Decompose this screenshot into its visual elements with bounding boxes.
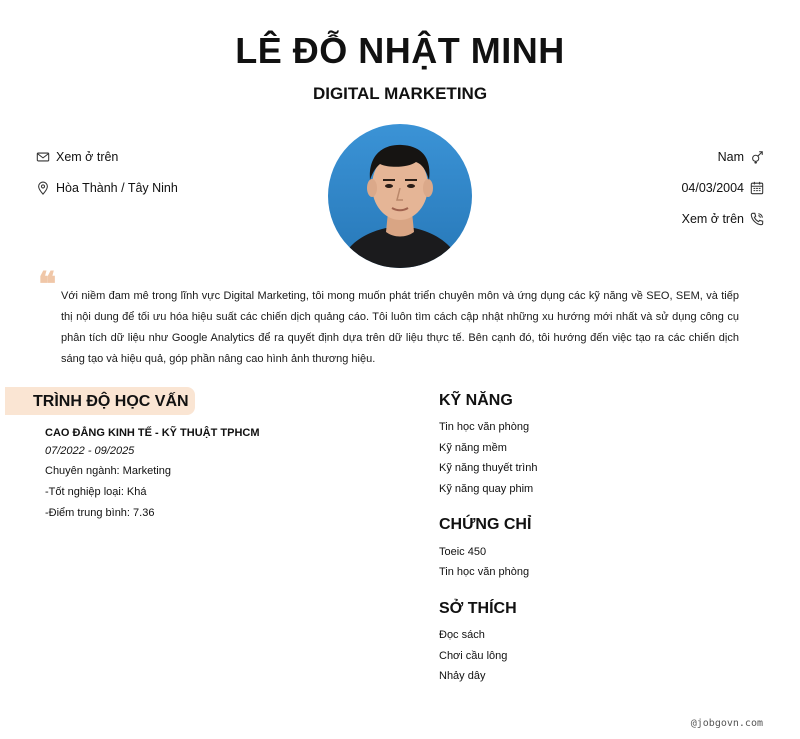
contact-email-value: Xem ở trên [56, 150, 119, 164]
education-grade: -Tốt nghiệp loại: Khá [45, 486, 147, 498]
contact-location-value: Hòa Thành / Tây Ninh [56, 181, 178, 195]
education-major: Chuyên ngành: Marketing [45, 465, 171, 477]
quote-icon: ❝ [38, 265, 57, 305]
hobbies-heading: SỞ THÍCH [439, 600, 517, 617]
skill-item: Kỹ năng thuyết trình [439, 462, 538, 474]
hobby-item: Chơi cầu lông [439, 650, 508, 662]
contact-email [36, 150, 118, 164]
contact-phone-value: Xem ở trên [681, 212, 744, 226]
education-heading: TRÌNH ĐỘ HỌC VẤN [33, 393, 189, 410]
certificate-item: Toeic 450 [439, 546, 487, 558]
cv-name: LÊ ĐỖ NHẬT MINH [235, 30, 565, 71]
hobby-item: Nhảy dây [439, 670, 486, 682]
mail-icon [36, 150, 50, 164]
gender-icon [750, 150, 764, 164]
education-school: CAO ĐẲNG KINH TẾ - KỸ THUẬT TPHCM [45, 427, 260, 439]
skill-item: Kỹ năng mềm [439, 442, 507, 454]
contact-birthday [681, 181, 764, 195]
contact-phone [682, 212, 764, 226]
education-section-header [5, 387, 195, 415]
cv-position: DIGITAL MARKETING [312, 84, 488, 103]
certificate-item: Tin học văn phòng [439, 566, 530, 578]
hobby-item: Đọc sách [439, 629, 485, 641]
contact-birthday-value: 04/03/2004 [681, 181, 744, 195]
contact-gender [718, 150, 764, 164]
skill-item: Kỹ năng quay phim [439, 483, 534, 495]
certificates-heading: CHỨNG CHỈ [439, 516, 532, 533]
contact-location [36, 181, 178, 195]
skills-heading: KỸ NĂNG [439, 392, 513, 409]
summary-text: Với niềm đam mê trong lĩnh vực Digital Marketing, tôi mong muốn phát triển chuyên môn và ứng dụng các kỹ năng về SEO, SEM, và tiếp thị nội dung để tối ưu hóa hiệu suất các chiến dịch quảng cáo. Tôi luôn tìm cách cập nhật những xu hướng mới nhất và sử dụng công cụ phân tích dữ liệu như Google Analytics để ra quyết định dựa trên dữ liệu thực tế. Bên cạnh đó, tôi hướng đến việc tạo ra các chiến dịch sáng tạo và hiệu quả, góp phần nâng cao hình ảnh thương hiệu. [61, 290, 739, 365]
skill-item: Tin học văn phòng [439, 421, 530, 433]
watermark-text[interactable]: @jobgovn.com [690, 718, 763, 729]
education-gpa: -Điểm trung bình: 7.36 [45, 507, 155, 519]
phone-icon [750, 212, 764, 226]
profile-photo [328, 124, 472, 268]
calendar-icon [750, 181, 764, 195]
education-dates: 07/2022 - 09/2025 [45, 445, 135, 457]
contact-gender-value: Nam [717, 150, 744, 164]
location-pin-icon [36, 181, 50, 195]
